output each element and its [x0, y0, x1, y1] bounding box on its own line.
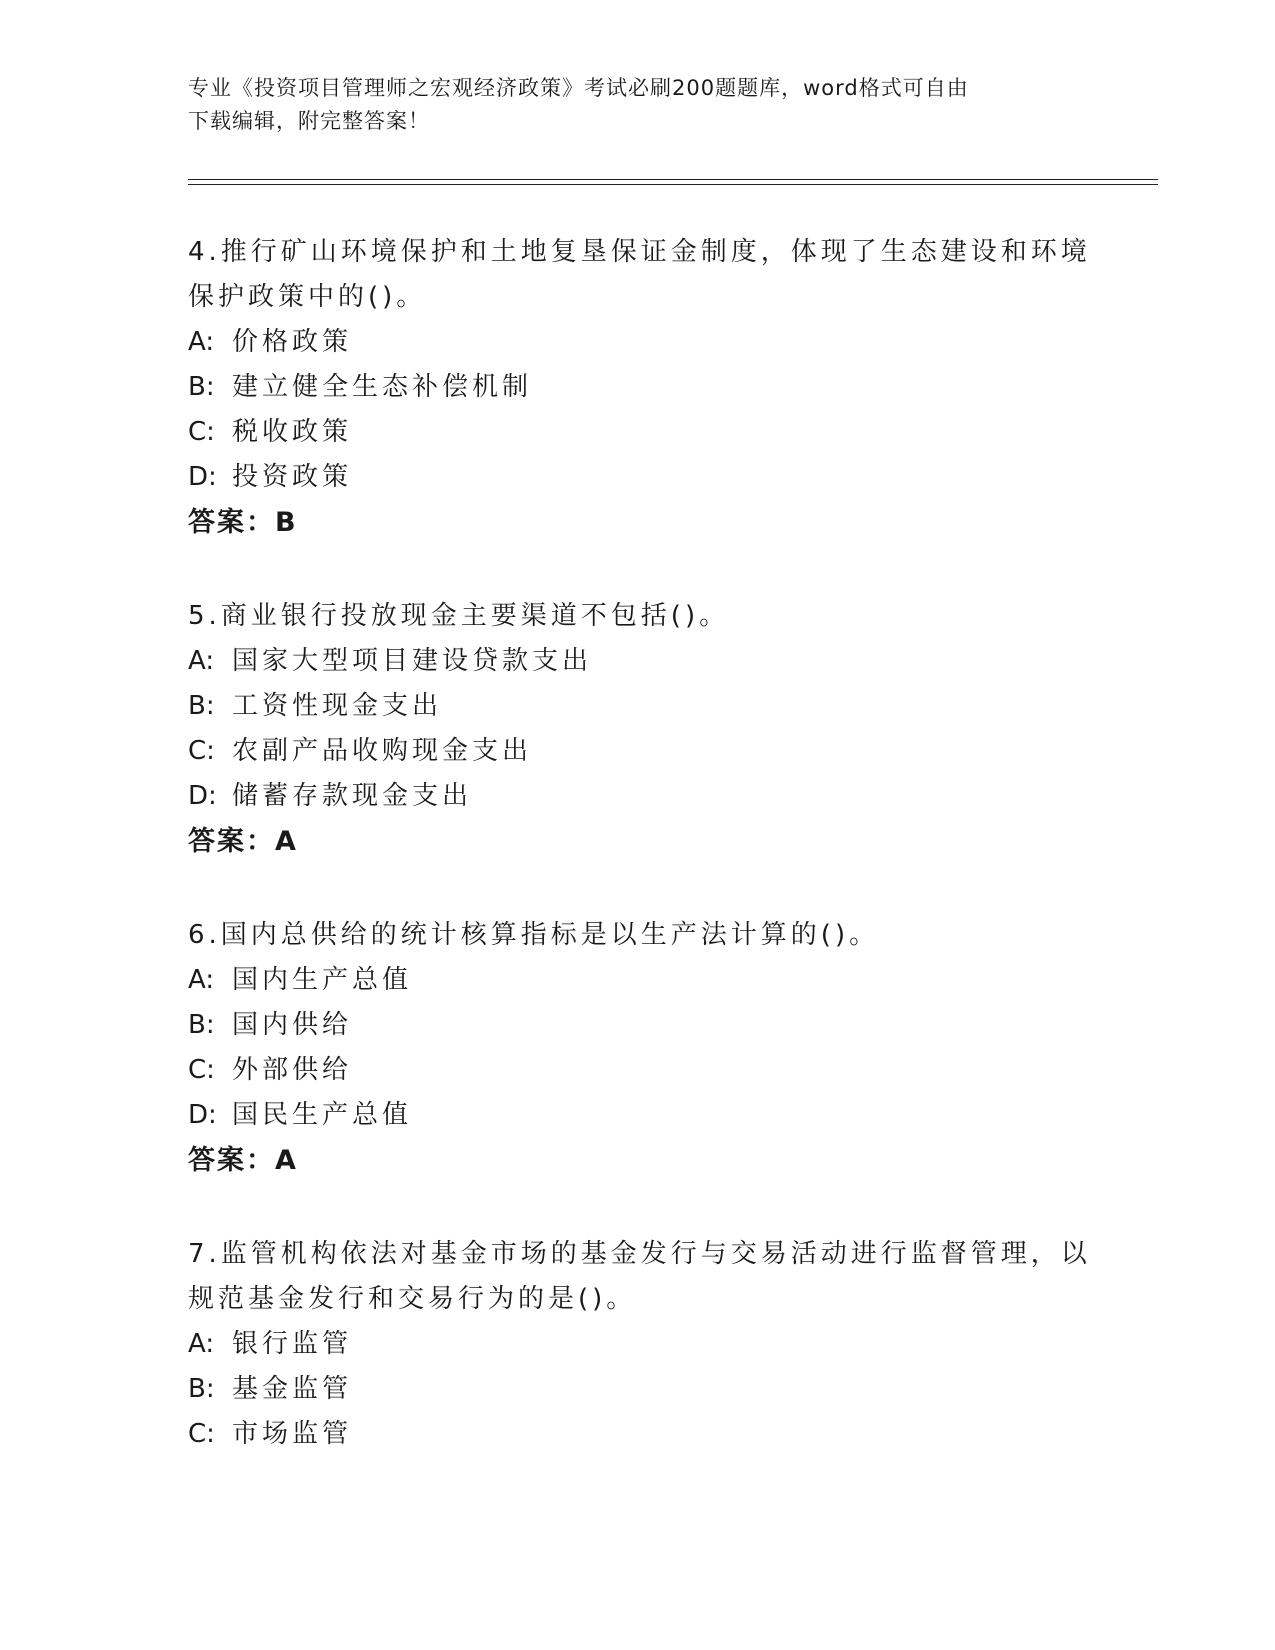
- question-stem: [188, 594, 1108, 639]
- header-divider-top: [188, 179, 1158, 180]
- question-stem-line: 保护政策中的()。: [188, 282, 427, 312]
- option-b: [188, 1367, 1108, 1412]
- option-key: A:: [188, 1329, 215, 1359]
- question-stem-line: 5.商业银行投放现金主要渠道不包括()。: [188, 601, 730, 631]
- header-title-line-2: 下载编辑，附完整答案！: [188, 109, 430, 133]
- document-header: [188, 72, 1088, 138]
- question-5: [188, 594, 1108, 865]
- option-text: 基金监管: [232, 1374, 353, 1404]
- question-stem: [188, 230, 1108, 320]
- answer-label: 答案：B: [188, 507, 298, 538]
- option-text: 农副产品收购现金支出: [232, 736, 533, 766]
- option-text: 工资性现金支出: [232, 691, 443, 721]
- header-title-line-1: 专业《投资项目管理师之宏观经济政策》考试必刷200题题库，word格式可自由: [188, 76, 969, 100]
- option-text: 银行监管: [232, 1329, 353, 1359]
- option-key: B:: [188, 1010, 215, 1040]
- question-4: [188, 230, 1108, 546]
- answer-label: 答案：A: [188, 826, 298, 857]
- option-key: C:: [188, 736, 215, 766]
- option-text: 国民生产总值: [232, 1100, 413, 1130]
- option-d: [188, 455, 1108, 500]
- option-key: C:: [188, 417, 215, 447]
- option-d: [188, 774, 1108, 819]
- question-stem: [188, 913, 1108, 958]
- option-key: D:: [188, 1100, 217, 1130]
- option-a: [188, 320, 1108, 365]
- option-key: C:: [188, 1419, 215, 1449]
- option-text: 税收政策: [232, 417, 353, 447]
- question-stem-line: 规范基金发行和交易行为的是()。: [188, 1284, 637, 1314]
- option-a: [188, 958, 1108, 1003]
- option-text: 国内生产总值: [232, 965, 413, 995]
- option-b: [188, 1003, 1108, 1048]
- option-c: [188, 729, 1108, 774]
- option-key: C:: [188, 1055, 215, 1085]
- option-text: 外部供给: [232, 1055, 353, 1085]
- option-text: 投资政策: [232, 462, 353, 492]
- answer-label: 答案：A: [188, 1145, 298, 1176]
- option-c: [188, 1048, 1108, 1093]
- question-6: [188, 913, 1108, 1184]
- option-key: A:: [188, 646, 215, 676]
- option-key: D:: [188, 462, 217, 492]
- option-text: 储蓄存款现金支出: [232, 781, 473, 811]
- option-text: 国家大型项目建设贷款支出: [232, 646, 593, 676]
- option-a: [188, 1322, 1108, 1367]
- question-stem-line: 7.监管机构依法对基金市场的基金发行与交易活动进行监督管理，以: [188, 1239, 1091, 1269]
- question-stem-line: 4.推行矿山环境保护和土地复垦保证金制度，体现了生态建设和环境: [188, 237, 1091, 267]
- question-list: [188, 230, 1108, 1505]
- option-key: A:: [188, 327, 215, 357]
- option-d: [188, 1093, 1108, 1138]
- option-b: [188, 684, 1108, 729]
- option-key: D:: [188, 781, 217, 811]
- question-7: [188, 1232, 1108, 1457]
- option-text: 国内供给: [232, 1010, 353, 1040]
- question-stem: [188, 1232, 1108, 1322]
- option-key: B:: [188, 1374, 215, 1404]
- option-text: 建立健全生态补偿机制: [232, 372, 533, 402]
- option-c: [188, 410, 1108, 455]
- option-key: A:: [188, 965, 215, 995]
- option-text: 价格政策: [232, 327, 353, 357]
- option-text: 市场监管: [232, 1419, 353, 1449]
- option-c: [188, 1412, 1108, 1457]
- option-key: B:: [188, 372, 215, 402]
- header-divider-bottom: [188, 184, 1158, 185]
- question-stem-line: 6.国内总供给的统计核算指标是以生产法计算的()。: [188, 920, 880, 950]
- option-a: [188, 639, 1108, 684]
- option-b: [188, 365, 1108, 410]
- option-key: B:: [188, 691, 215, 721]
